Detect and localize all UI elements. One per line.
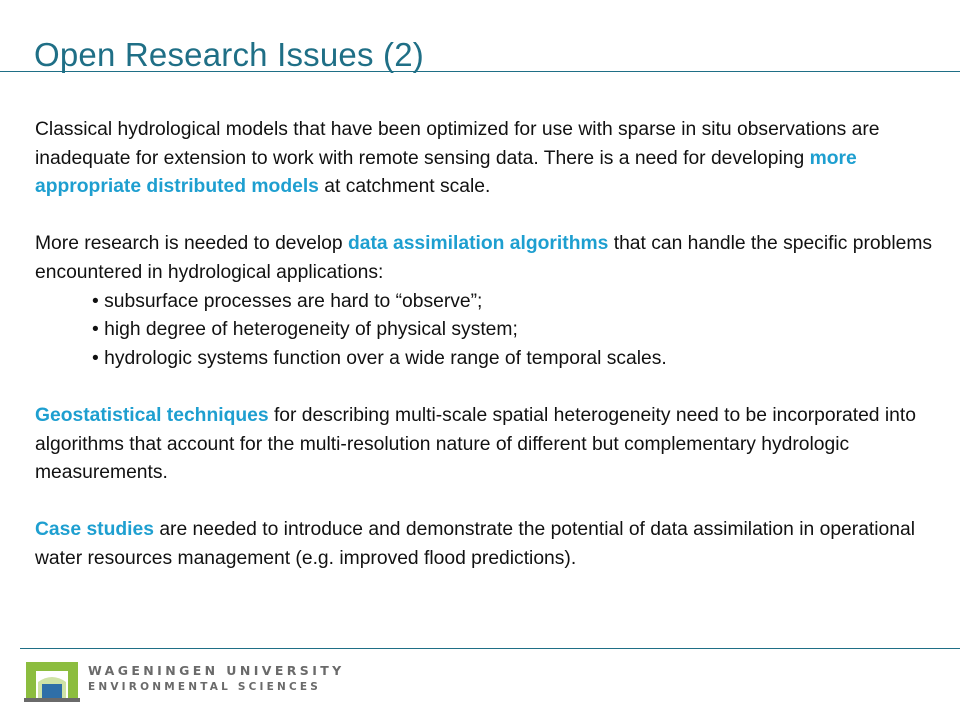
paragraph-data-assimilation [35,230,955,287]
university-wordmark [88,662,345,696]
highlight-case-studies: Case studies [35,519,154,541]
paragraph-text: are needed to introduce and demonstrate the potential of data assimilation in operational water resources management (e.g. improved flood predictions). [35,519,916,569]
paragraph-text: at catchment scale. [318,176,491,198]
slide-title: Open Research Issues (2) [34,36,424,73]
slide-body [35,116,955,602]
paragraph-distributed-models [35,116,955,202]
paragraph-text: for describing multi-scale spatial heterogeneity need to be incorporated into algorithms that account for the multi-resolution nature of different but complementary hydrologic measurements. [35,404,916,484]
bullet-item: • high degree of heterogeneity of physical system; [92,316,955,345]
university-name: WAGENINGEN UNIVERSITY [88,663,345,678]
bullet-item: • hydrologic systems function over a wide range of temporal scales. [92,345,955,374]
footer-divider [20,648,960,649]
paragraph-geostatistical [35,402,955,488]
bullet-list [35,288,955,374]
wageningen-logo-icon [24,660,80,704]
paragraph-case-studies [35,516,955,573]
paragraph-text: More research is needed to develop [35,233,348,255]
department-name: ENVIRONMENTAL SCIENCES [88,681,321,693]
highlight-geostatistical: Geostatistical techniques [35,404,269,426]
paragraph-text: that can handle the specific problems encountered in hydrological applications: [35,233,933,283]
bullet-item: • subsurface processes are hard to “observe”; [92,288,955,317]
highlight-distributed-models: more appropriate distributed models [35,147,857,198]
paragraph-text: Classical hydrological models that have been optimized for use with sparse in situ observations are inadequate for extension to work with remote sensing data. There is a need for developing [35,119,880,169]
title-divider [0,71,960,72]
highlight-data-assimilation: data assimilation algorithms [347,233,609,255]
